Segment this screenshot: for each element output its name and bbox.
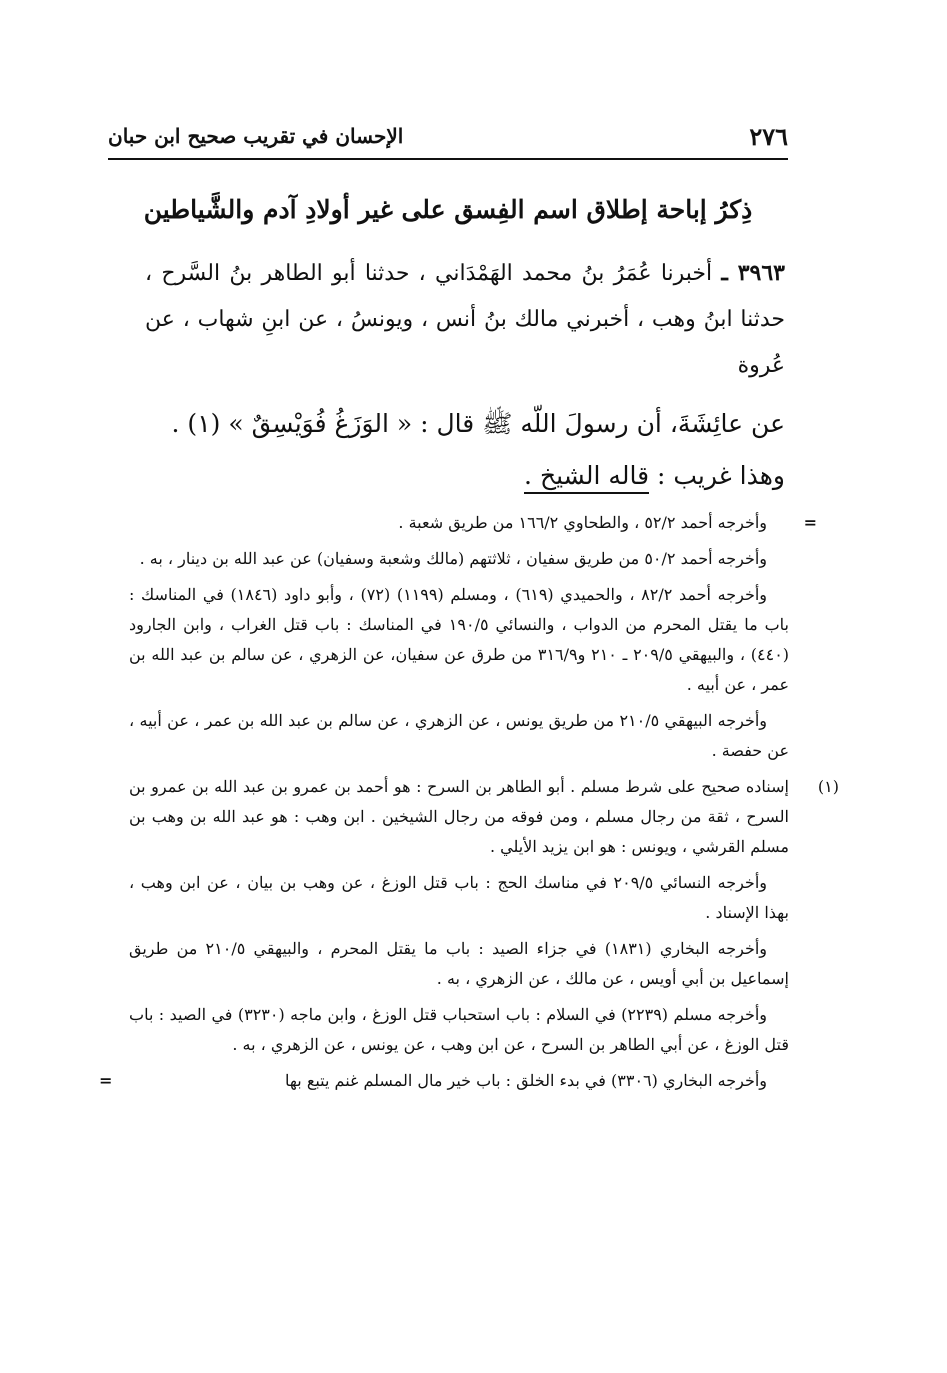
footnote-text: وأخرجه أحمد ٥٢/٢ ، والطحاوي ١٦٦/٢ من طريق شعبة . xyxy=(398,513,767,532)
footnote-text: وأخرجه البخاري (١٨٣١) في جزاء الصيد : باب ما يقتل المحرم ، والبيهقي ٢١٠/٥ من طريق إسماعيل بن أبي أويس ، عن مالك ، عن الزهري ، به . xyxy=(129,939,789,988)
footnote-text: وأخرجه أحمد ٨٢/٢ ، والحميدي (٦١٩) ، ومسلم (١١٩٩) (٧٢) ، وأبو داود (١٨٤٦) في المناسك : باب ما يقتل المحرم من الدواب ، والنسائي ١٩٠/٥ في المناسك : باب قتل الغراب ، وابن الجارود (٤٤٠) ، والبيهقي ٢٠٩/٥ ـ ٢١٠ و٣١٦/٩ من طرق عن سفيان، عن الزهري ، عن سالم بن عبد الله بن عمر ، عن أبيه . xyxy=(129,585,790,694)
footnote-para xyxy=(129,706,809,766)
shaykh-comment xyxy=(145,450,785,502)
footnote-para xyxy=(99,1066,809,1096)
continued-marker: = xyxy=(803,513,817,532)
hadith-matn xyxy=(145,398,785,502)
matn-text: عن عائِشَةَ، أن رسولَ اللّه ﷺ قال : « الوَزَغُ فُوَيْسِقٌ » (١) . xyxy=(171,409,785,438)
footnote-text: وأخرجه البخاري (٣٣٠٦) في بدء الخلق : باب خير مال المسلم غنم يتبع بها xyxy=(285,1071,767,1090)
footnote-marker: (١) xyxy=(817,777,839,796)
hadith-isnad xyxy=(145,250,785,389)
footnote-text: وأخرجه أحمد ٥٠/٢ من طريق سفيان ، ثلاثتهم (مالك وشعبة وسفيان) عن عبد الله بن دينار ، به . xyxy=(139,549,767,568)
footnote-para xyxy=(129,772,839,862)
footnote-text: وأخرجه البيهقي ٢١٠/٥ من طريق يونس ، عن الزهري ، عن سالم بن عبد الله بن عمر ، عن أبيه ، عن حفصة . xyxy=(129,711,789,760)
comment-shaykh: قاله الشيخ . xyxy=(524,461,649,494)
footnote-para xyxy=(129,508,817,538)
footnote-para xyxy=(129,580,809,700)
running-title: الإحسان في تقريب صحيح ابن حبان xyxy=(108,124,404,148)
footnote-para xyxy=(129,1000,809,1060)
footnote-para xyxy=(129,934,809,994)
isnad-text: أخبرنا عُمَرُ بنُ محمد الهَمْدَاني ، حدثنا أبو الطاهر بنُ السَّرح ، حدثنا ابنُ وهب ، أخبرني مالك بنُ أنس ، ويونسُ ، عن ابنِ شهاب ، عن عُروة xyxy=(145,261,785,378)
continues-marker: = xyxy=(99,1071,113,1090)
footnote-text: وأخرجه النسائي ٢٠٩/٥ في مناسك الحج : باب قتل الوزغ ، عن وهب بن بيان ، عن ابن وهب ، بهذا الإسناد . xyxy=(129,873,789,922)
footnotes xyxy=(99,508,839,1102)
page-header xyxy=(108,118,788,160)
page-number: ٢٧٦ xyxy=(749,122,788,151)
footnote-para xyxy=(129,544,809,574)
footnote-text: إسناده صحيح على شرط مسلم . أبو الطاهر بن السرح : هو أحمد بن عمرو بن عبد الله بن عمرو بن السرح ، ثقة من رجال مسلم ، ومن فوقه من رجال الشيخين . ابن وهب : هو عبد الله بن وهب بن مسلم القرشي ، ويونس : هو ابن يزيد الأيلي . xyxy=(129,777,789,856)
hadith-number: ٣٩٦٣ ـ xyxy=(721,260,785,286)
footnote-text: وأخرجه مسلم (٢٢٣٩) في السلام : باب استحباب قتل الوزغ ، وابن ماجه (٣٢٣٠) في الصيد : باب قتل الوزغ ، عن أبي الطاهر بن السرح ، عن ابن وهب ، عن يونس ، عن الزهري ، به . xyxy=(129,1005,789,1054)
section-title: ذِكرُ إباحة إطلاق اسم الفِسق على غير أولادِ آدم والشَّياطين xyxy=(143,195,753,224)
comment-lead: وهذا غريب : xyxy=(649,461,785,490)
footnote-para xyxy=(129,868,809,928)
